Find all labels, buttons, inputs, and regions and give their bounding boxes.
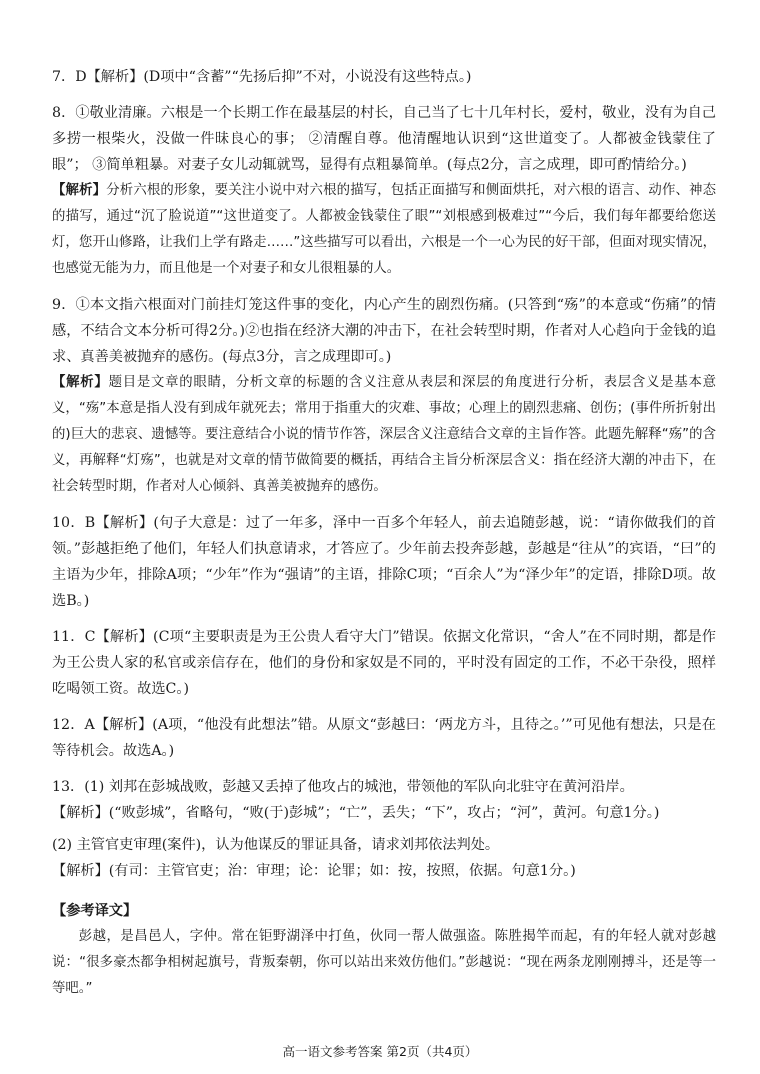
question-8 — [52, 100, 716, 282]
analysis-text: 分析六根的形象，要关注小说中对六根的描写，包括正面描写和侧面烘托，对六根的语言、动作、神态的描写，通过“沉了脸说道”“这世道变了。人都被金钱蒙住了眼”“刘根感到极难过”“今后，我们每年都要给您送灯，您开山修路，让我们上学有路走……”这些描写可以看出，六根是一个一心为民的好干部，但面对现实情况，也感觉无能为力，而且他是一个对妻子和女儿很粗暴的人。 — [52, 183, 716, 276]
reference-heading: 【参考译文】 — [52, 903, 138, 919]
question-13-part2: (2) 主管官吏审理(案件)，认为他谋反的罪证具备，请求刘邦依法判处。 — [52, 837, 500, 853]
analysis-tag: 【解析】 — [52, 375, 109, 390]
question-13-part2-analysis: 【解析】(有司：主管官吏；治：审理；论：论罪；如：按，按照，依据。句意1分。) — [52, 863, 576, 879]
question-13 — [52, 774, 716, 884]
question-8-answer: 8．①敬业清廉。六根是一个长期工作在最基层的村长，自己当了七十几年村长，爱村，敬业，没有为自己多捞一根柴火，没做一件昧良心的事； ②清醒自尊。他清醒地认识到“这世道变了。人都被金钱蒙住了眼”； ③简单粗暴。对妻子女儿动辄就骂，显得有点粗暴简单。(每点2分，言之成理，即可酌情给分。) — [52, 105, 716, 173]
question-11-answer: 11．C【解析】(C项“主要职责是为王公贵人看守大门”错误。依据文化常识，“舍人”在不同时期，都是作为王公贵人家的私官或亲信存在，他们的身份和家奴是不同的，平时没有固定的工作，不必干杂役，照样吃喝领工资。故选C。) — [52, 629, 716, 697]
question-9 — [52, 292, 716, 500]
question-11 — [52, 624, 716, 702]
question-13-part1-analysis: 【解析】(“败彭城”，省略句，“败(于)彭城”；“亡”，丢失；“下”，攻占；“河”，黄河。句意1分。) — [52, 805, 660, 821]
question-9-analysis — [52, 370, 716, 500]
question-10 — [52, 510, 716, 614]
question-8-analysis — [52, 178, 716, 282]
reference-text: 彭越，是昌邑人，字仲。常在钜野湖泽中打鱼，伙同一帮人做强盗。陈胜揭竿而起，有的年轻人就对彭越说：“很多豪杰都争相树起旗号，背叛秦朝，你可以站出来效仿他们。”彭越说：“现在两条龙刚刚搏斗，还是等一等吧。” — [52, 929, 716, 996]
question-12 — [52, 712, 716, 764]
question-13-part1: 13．(1) 刘邦在彭城战败，彭越又丢掉了他攻占的城池，带领他的军队向北驻守在黄河沿岸。 — [52, 779, 634, 795]
question-9-answer: 9．①本文指六根面对门前挂灯笼这件事的变化，内心产生的剧烈伤痛。(只答到“殇”的本意或“伤痛”的情感，不结合文本分析可得2分。)②也指在经济大潮的冲击下，在社会转型时期，作者对人心趋向于金钱的追求、真善美被抛弃的感伤。(每点3分，言之成理即可。) — [52, 297, 716, 365]
question-7-answer: 7．D【解析】(D项中“含蓄”“先扬后抑”不对，小说没有这些特点。) — [52, 69, 472, 85]
question-10-answer: 10．B【解析】(句子大意是：过了一年多，泽中一百多个年轻人，前去追随彭越，说：“请你做我们的首领。”彭越拒绝了他们，年轻人们执意请求，才答应了。少年前去投奔彭越，彭越是“往从”的宾语，“曰”的主语为少年，排除A项；“少年”作为“强请”的主语，排除C项；“百余人”为“泽少年”的定语，排除D项。故选B。) — [52, 515, 716, 609]
analysis-tag: 【解析】 — [52, 183, 107, 198]
question-12-answer: 12．A【解析】(A项，“他没有此想法”错。从原文“彭越曰：‘两龙方斗，且待之。’”可见他有想法，只是在等待机会。故选A。) — [52, 717, 716, 759]
reference-translation — [52, 898, 716, 1002]
analysis-text: 题目是文章的眼睛，分析文章的标题的含义注意从表层和深层的角度进行分析，表层含义是基本意义，“殇”本意是指人没有到成年就死去；常用于指重大的灾难、事故；心理上的剧烈悲痛、创伤；(事件所折射出的)巨大的悲哀、遗憾等。要注意结合小说的情节作答，深层含义注意结合文章的主旨作答。此题先解释“殇”的含义，再解释“灯殇”，也就是对文章的情节做简要的概括，再结合主旨分析深层含义：指在经济大潮的冲击下，在社会转型时期，作者对人心倾斜、真善美被抛弃的感伤。 — [52, 375, 717, 494]
question-7 — [52, 64, 716, 90]
page-footer: 高一语文参考答案 第2页（共4页） — [282, 1044, 478, 1059]
